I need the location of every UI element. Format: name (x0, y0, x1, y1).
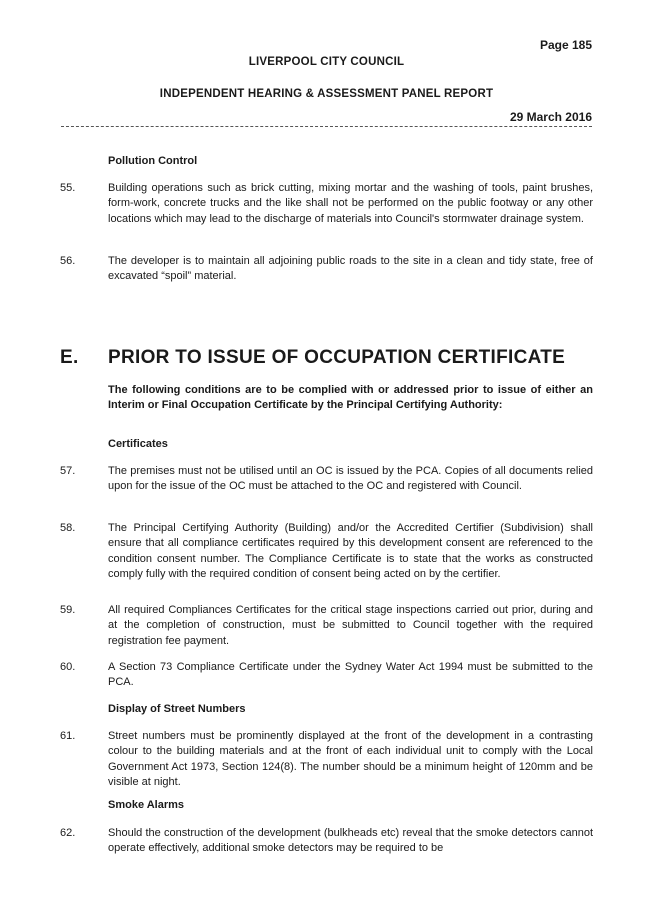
condition-58 (60, 521, 593, 582)
condition-text: The Principal Certifying Authority (Building) and/or the Accredited Certifier (Subdivision) shall ensure that all compliance certificates required by this development consent are referenced to the condition consent number. The Compliance Certificate is to state that the works as constructed comply fully with the required condition of consent being acted on by the certifier. (108, 522, 593, 580)
condition-62 (60, 826, 593, 857)
condition-text: All required Compliances Certificates for the critical stage inspections carried out prior, during and at the completion of construction, must be submitted to Council together with the required registration fee payment. (108, 604, 593, 647)
condition-text: Street numbers must be prominently displayed at the front of the development in a contrasting colour to the building materials and at the front of each individual unit to comply with the Local Government Act 1973, Section 124(8). The number should be a minimum height of 120mm and be visible at night. (108, 730, 593, 788)
condition-text: A Section 73 Compliance Certificate under the Sydney Water Act 1994 must be submitted to the PCA. (108, 661, 593, 689)
condition-61 (60, 729, 593, 790)
page-number: Page 185 (539, 38, 592, 52)
condition-number: 55. (60, 182, 76, 194)
section-heading (60, 347, 565, 369)
condition-55 (60, 181, 593, 227)
condition-number: 61. (60, 730, 76, 742)
condition-number: 60. (60, 661, 76, 673)
heading-smoke-alarms: Smoke Alarms (108, 799, 185, 811)
condition-number: 59. (60, 604, 76, 616)
heading-pollution-control: Pollution Control (108, 155, 198, 167)
council-name: LIVERPOOL CITY COUNCIL (248, 56, 405, 68)
condition-number: 62. (60, 827, 76, 839)
condition-text: Building operations such as brick cutting, mixing mortar and the washing of tools, paint brushes, form-work, concrete trucks and the like shall not be performed on the public footway or any other locations which may lead to the discharge of materials into Council's stormwater drainage system. (108, 182, 593, 225)
heading-certificates: Certificates (108, 438, 168, 450)
condition-60 (60, 660, 593, 691)
heading-display-street-numbers: Display of Street Numbers (108, 703, 246, 715)
condition-56 (60, 254, 593, 285)
report-date: 29 March 2016 (509, 110, 592, 124)
section-intro: The following conditions are to be complied with or addressed prior to issue of either an Interim or Final Occupation Certificate by the Principal Certifying Authority: (108, 384, 593, 412)
section-title: PRIOR TO ISSUE OF OCCUPATION CERTIFICATE (108, 347, 566, 368)
condition-number: 58. (60, 522, 76, 534)
condition-number: 56. (60, 255, 76, 267)
condition-number: 57. (60, 465, 76, 477)
condition-59 (60, 603, 593, 649)
condition-text: The premises must not be utilised until an OC is issued by the PCA. Copies of all documents relied upon for the issue of the OC must be attached to the OC and registered with Council. (108, 465, 593, 493)
header-divider (61, 126, 592, 127)
section-letter: E. (60, 347, 79, 368)
condition-57 (60, 464, 593, 495)
condition-text: The developer is to maintain all adjoining public roads to the site in a clean and tidy state, free of excavated “spoil” material. (108, 255, 593, 283)
condition-text: Should the construction of the development (bulkheads etc) reveal that the smoke detectors cannot operate effectively, additional smoke detectors may be required to be (108, 827, 593, 855)
report-title: INDEPENDENT HEARING & ASSESSMENT PANEL REPORT (159, 88, 494, 100)
